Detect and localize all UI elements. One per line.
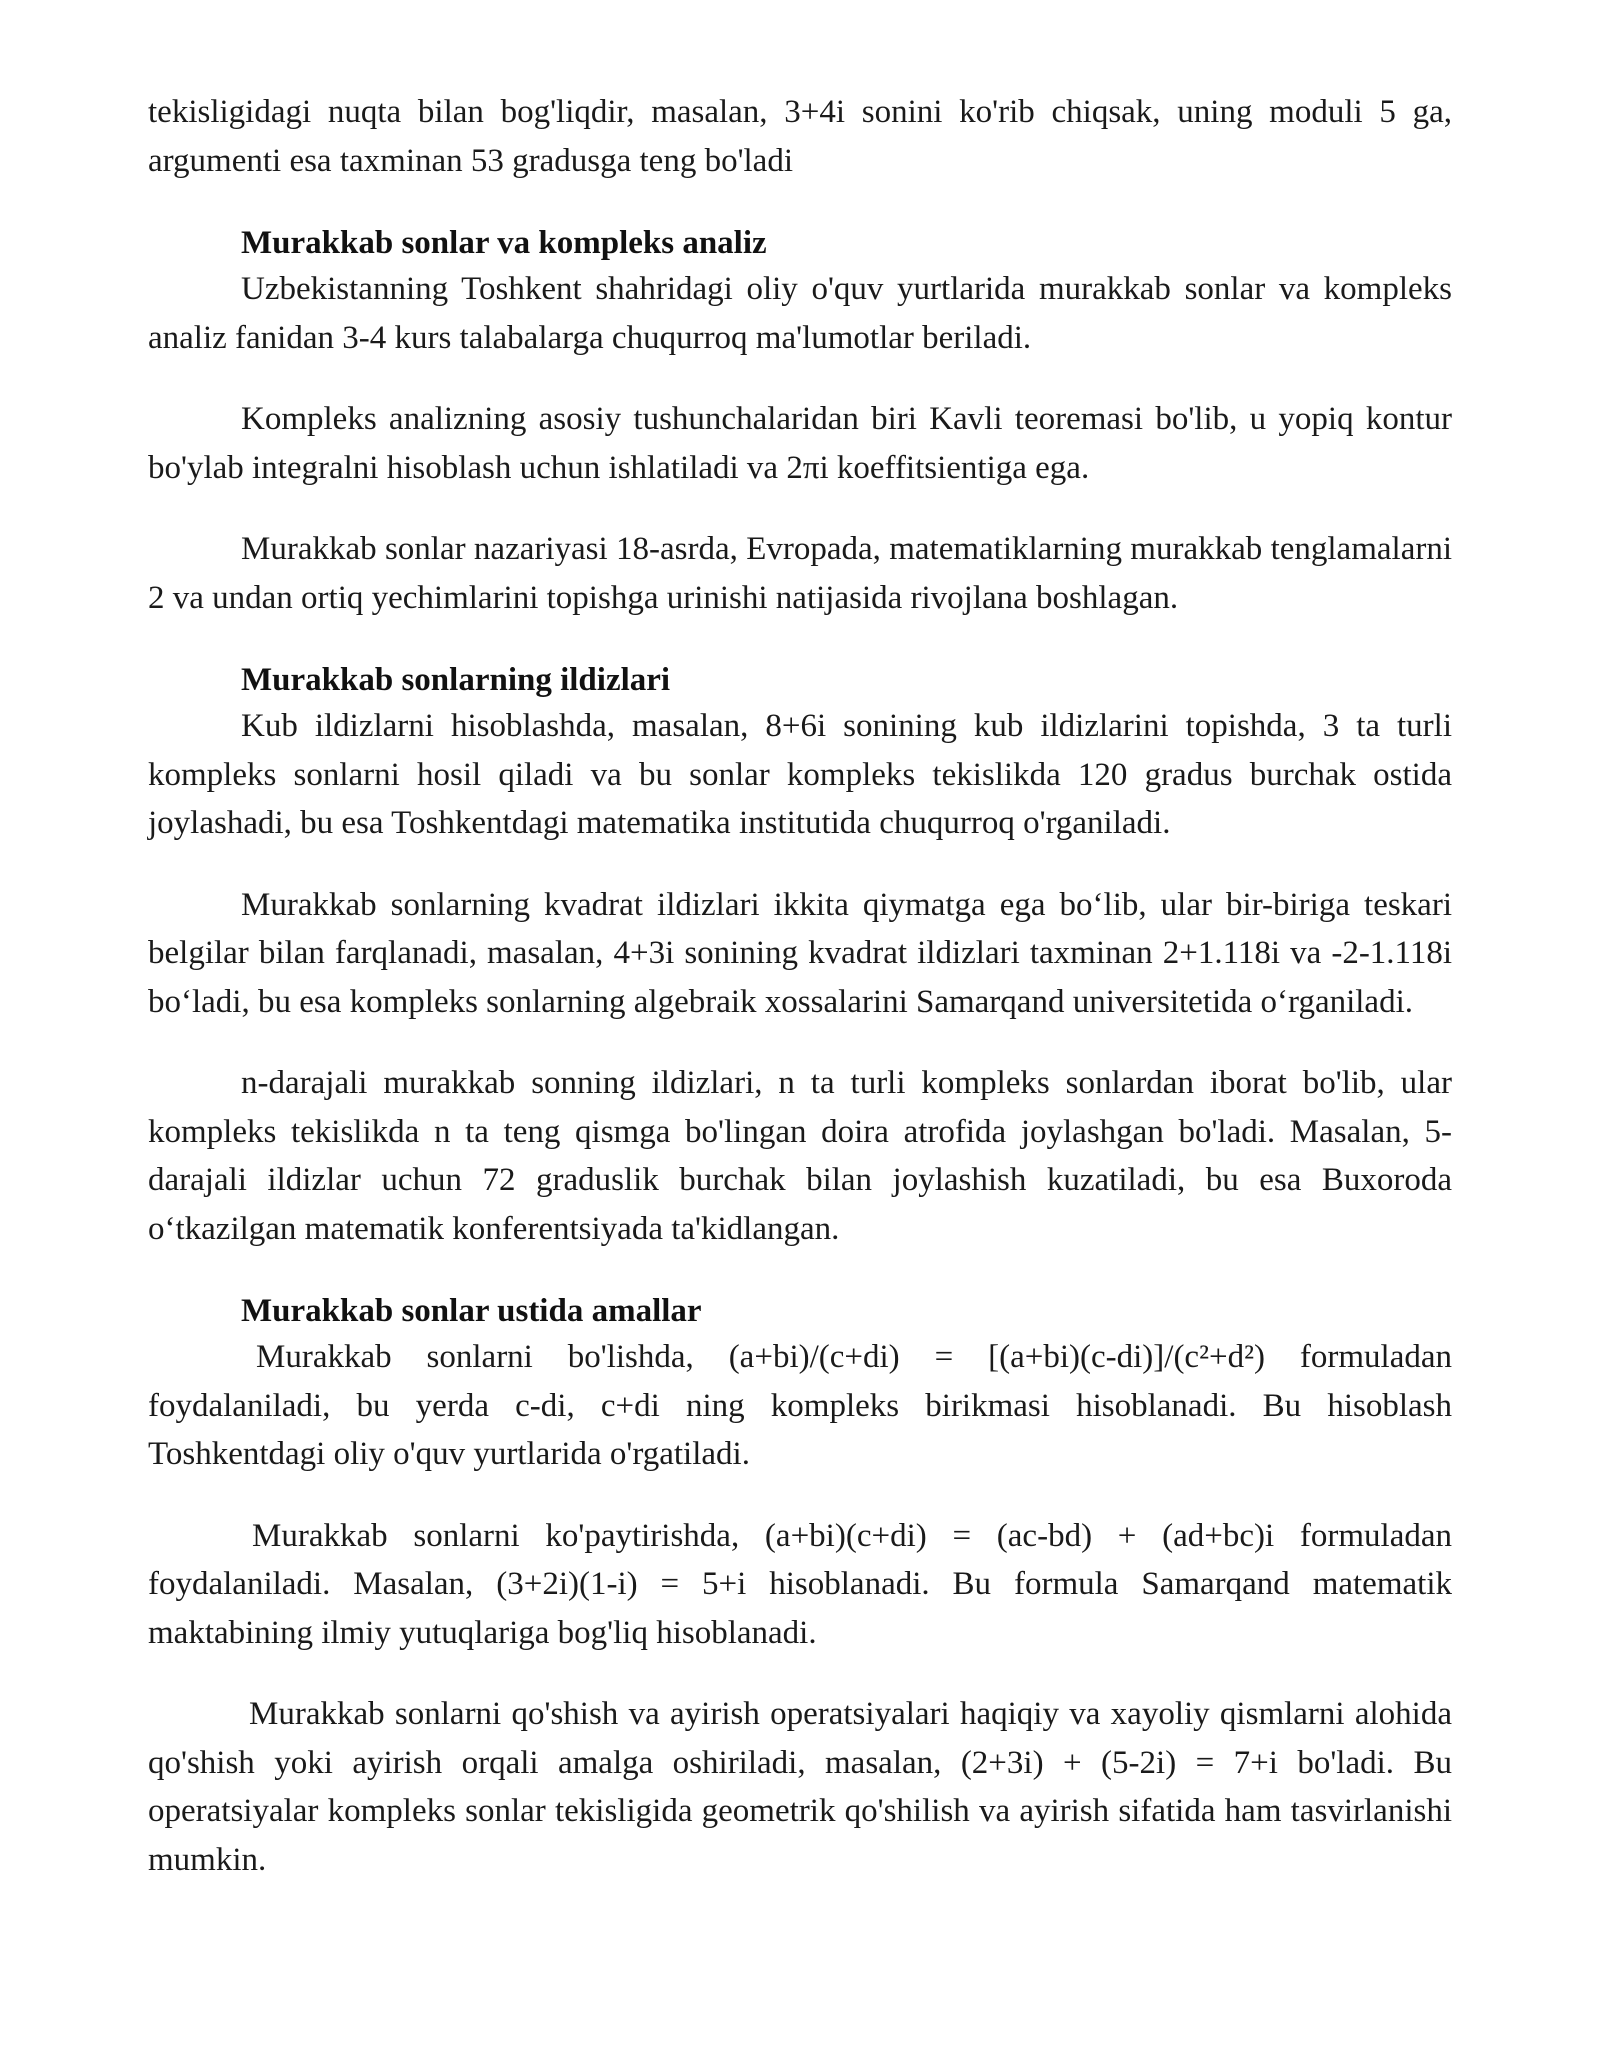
intro-paragraph: tekisligidagi nuqta bilan bog'liqdir, masalan, 3+4i sonini ko'rib chiqsak, uning moduli 5 ga, argumenti esa taxminan 53 gradusga teng bo'ladi bbox=[148, 94, 1452, 179]
paragraph-multiplication: Murakkab sonlarni ko'paytirishda, (a+bi)(c+di) = (ac-bd) + (ad+bc)i formuladan foydalaniladi. Masalan, (3+2i)(1-i) = 5+i hisoblanadi. Bu formula Samarqand matematik maktabining ilmiy yutuqlariga bog'liq hisoblanadi. bbox=[148, 1517, 1452, 1651]
paragraph-tashkent-universities: Uzbekistanning Toshkent shahridagi oliy o'quv yurtlarida murakkab sonlar va kompleks analiz fanidan 3-4 kurs talabalarga chuqurroq ma'lumotlar beriladi. bbox=[148, 271, 1452, 356]
paragraph-history: Murakkab sonlar nazariyasi 18-asrda, Evropada, matematiklarning murakkab tenglamalarni 2 va undan ortiq yechimlarini topishga urinishi natijasida rivojlana boshlagan. bbox=[148, 531, 1452, 616]
paragraph-nth-roots: n-darajali murakkab sonning ildizlari, n ta turli kompleks sonlardan iborat bo'lib, ular kompleks tekislikda n ta teng qismga bo'lingan doira atrofida joylashgan bo'ladi. Masalan, 5-darajali ildizlar uchun 72 graduslik burchak bilan joylashish kuzatiladi, bu esa Buxoroda o‘tkazilgan matematik konferentsiyada ta'kidlangan. bbox=[148, 1065, 1452, 1247]
section-heading-complex-analysis: Murakkab sonlar va kompleks analiz bbox=[241, 225, 767, 261]
paragraph-cauchy-theorem: Kompleks analizning asosiy tushunchalaridan biri Kavli teoremasi bo'lib, u yopiq kontur bo'ylab integralni hisoblash uchun ishlatiladi va 2πi koeffitsientiga ega. bbox=[148, 401, 1452, 486]
paragraph-cube-roots: Kub ildizlarni hisoblashda, masalan, 8+6i sonining kub ildizlarini topishda, 3 ta turli kompleks sonlarni hosil qiladi va bu sonlar kompleks tekislikda 120 gradus burchak ostida joylashadi, bu esa Toshkentdagi matematika institutida chuqurroq o'rganiladi. bbox=[148, 708, 1452, 841]
section-heading-operations: Murakkab sonlar ustida amallar bbox=[241, 1293, 702, 1329]
document-page bbox=[148, 88, 1452, 1917]
paragraph-division: Murakkab sonlarni bo'lishda, (a+bi)/(c+di) = [(a+bi)(c-di)]/(c²+d²) formuladan foydalaniladi, bu yerda c-di, c+di ning kompleks birikmasi hisoblanadi. Bu hisoblash Toshkentdagi oliy o'quv yurtlarida o'rgatiladi. bbox=[148, 1339, 1452, 1472]
section-heading-roots: Murakkab sonlarning ildizlari bbox=[241, 662, 671, 698]
paragraph-addition-subtraction: Murakkab sonlarni qo'shish va ayirish operatsiyalari haqiqiy va xayoliy qismlarni alohida qo'shish yoki ayirish orqali amalga oshiriladi, masalan, (2+3i) + (5-2i) = 7+i bo'ladi. Bu operatsiyalar kompleks sonlar tekisligida geometrik qo'shilish va ayirish sifatida ham tasvirlanishi mumkin. bbox=[148, 1696, 1452, 1878]
paragraph-square-roots: Murakkab sonlarning kvadrat ildizlari ikkita qiymatga ega bo‘lib, ular bir-biriga teskari belgilar bilan farqlanadi, masalan, 4+3i sonining kvadrat ildizlari taxminan 2+1.118i va -2-1.118i bo‘ladi, bu esa kompleks sonlarning algebraik xossalarini Samarqand universitetida o‘rganiladi. bbox=[148, 886, 1452, 1020]
